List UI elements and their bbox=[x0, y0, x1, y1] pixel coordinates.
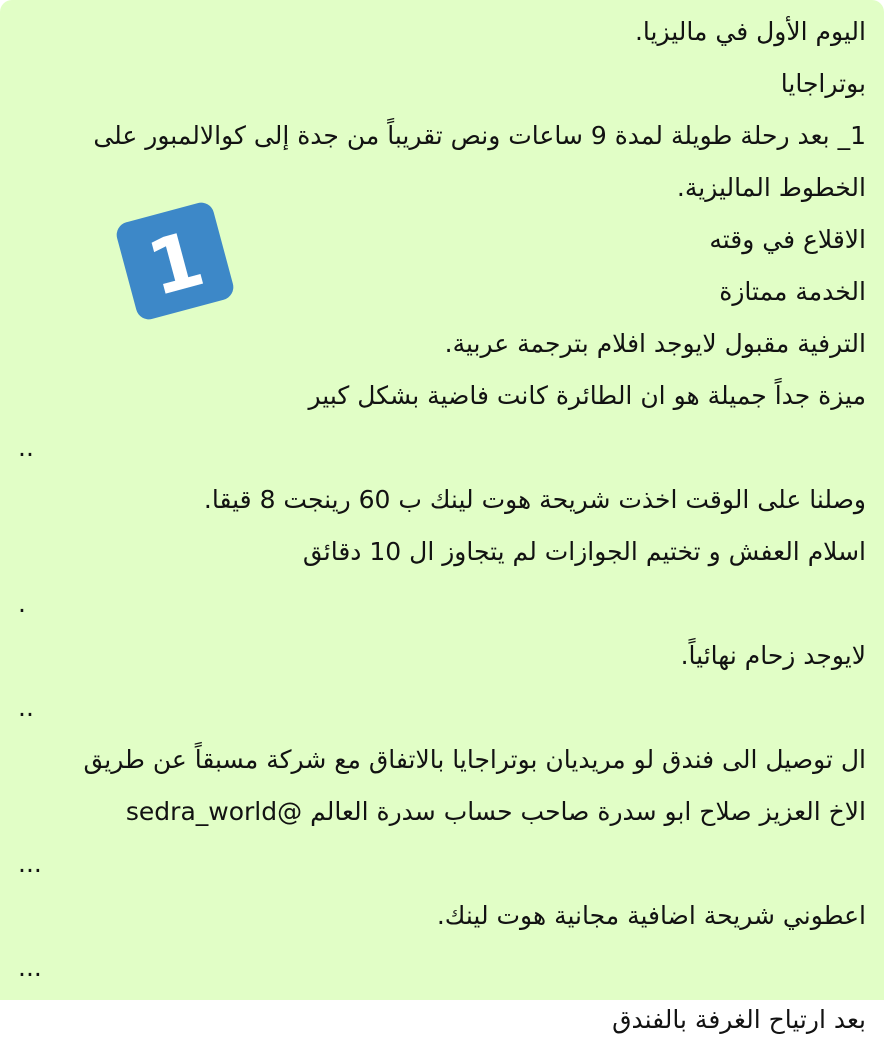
message-line-10: وصلنا على الوقت اخذت شريحة هوت لينك ب 60 رينجت 8 قيقا. bbox=[203, 485, 866, 514]
keycap-1-emoji-icon bbox=[112, 198, 238, 324]
message-line-5: الاقلاع في وقته bbox=[709, 225, 866, 254]
message-line-20: بعد ارتياح الغرفة بالفندق bbox=[612, 1005, 866, 1034]
message-line-12: . bbox=[18, 589, 26, 618]
message-line-8: ميزة جداً جميلة هو ان الطائرة كانت فاضية بشكل كبير bbox=[308, 381, 866, 410]
message-line-2: بوتراجايا bbox=[780, 69, 866, 98]
message-line-16: الاخ العزيز صلاح ابو سدرة صاحب حساب سدرة العالم @sedra_world bbox=[125, 797, 866, 826]
message-text bbox=[18, 6, 866, 1046]
message-line-3: 1_ بعد رحلة طويلة لمدة 9 ساعات ونص تقريباً من جدة إلى كوالالمبور على bbox=[93, 121, 866, 150]
message-line-19: ... bbox=[18, 953, 42, 982]
message-line-18: اعطوني شريحة اضافية مجانية هوت لينك. bbox=[436, 901, 866, 930]
message-line-13: لايوجد زحام نهائياً. bbox=[680, 641, 866, 670]
message-line-15: ال توصيل الى فندق لو مريديان بوتراجايا بالاتفاق مع شركة مسبقاً عن طريق bbox=[83, 745, 866, 774]
message-line-4: الخطوط الماليزية. bbox=[676, 173, 866, 202]
keycap-digit: 1 bbox=[138, 213, 213, 314]
message-line-17: ... bbox=[18, 849, 42, 878]
message-line-9: .. bbox=[18, 433, 34, 462]
message-line-7: الترفية مقبول لايوجد افلام بترجمة عربية. bbox=[444, 329, 866, 358]
message-line-1: اليوم الأول في ماليزيا. bbox=[634, 17, 866, 46]
message-line-14: .. bbox=[18, 693, 34, 722]
message-line-6: الخدمة ممتازة bbox=[719, 277, 866, 306]
message-line-11: اسلام العفش و تختيم الجوازات لم يتجاوز ال 10 دقائق bbox=[302, 537, 866, 566]
